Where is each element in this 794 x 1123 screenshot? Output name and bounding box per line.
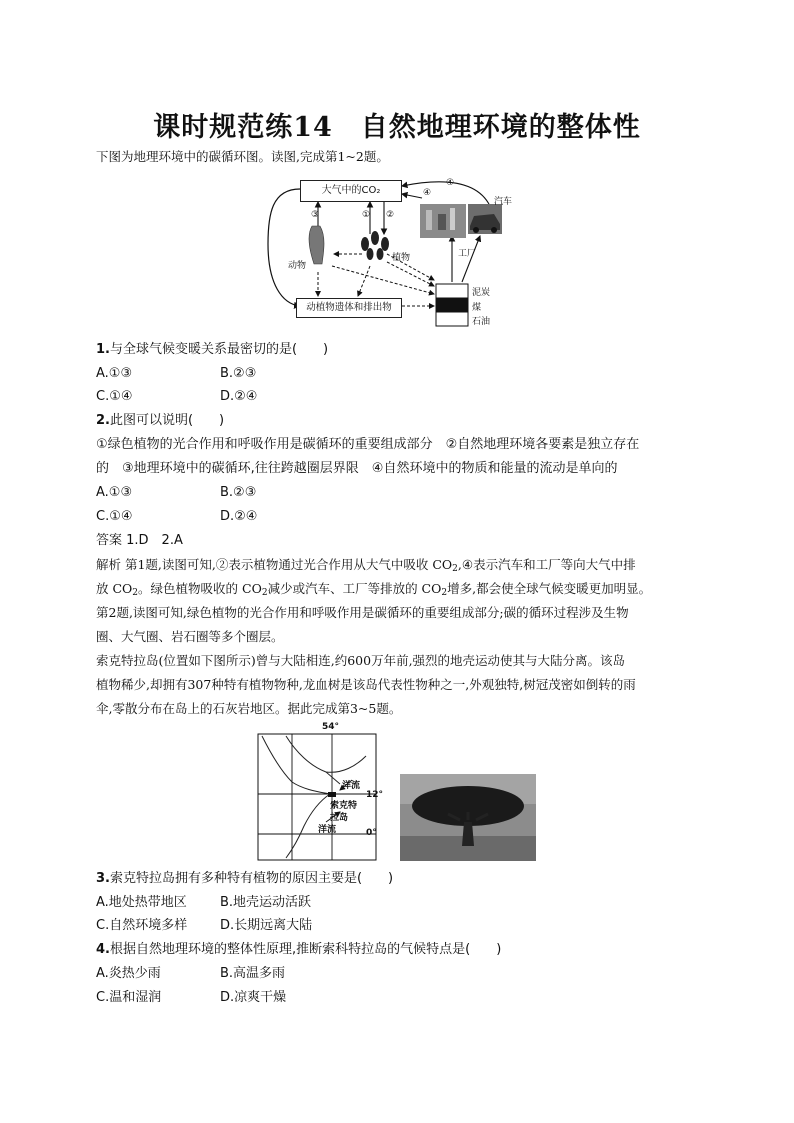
question-3-number: 3.: [96, 871, 110, 886]
explanation-2c: 减少或汽车、工厂等排放的 CO: [267, 581, 442, 596]
island-label-line-2: 拉岛: [330, 813, 349, 823]
page-title: 课时规范练14 自然地理环境的整体性: [153, 112, 641, 143]
q3-option-d: D.长期远离大陆: [220, 918, 313, 933]
remains-box: 动植物遗体和排出物: [296, 298, 402, 318]
q3-option-a: A.地处热带地区: [96, 895, 187, 910]
subscript: 2: [441, 588, 448, 598]
longitude-label: 54°: [322, 722, 340, 732]
socotra-map: [256, 722, 388, 862]
intro-text-2-line-2: 植物稀少,却拥有307种特有植物物种,龙血树是该岛代表性物种之一,外观独特,树冠茂密如倒转的雨: [96, 677, 636, 692]
factory-label: 工厂: [458, 249, 477, 259]
explanation-line-2: [96, 581, 651, 601]
q2-option-b: B.②③: [220, 485, 257, 500]
oil-label: 石油: [472, 317, 491, 327]
dragon-blood-tree-photo: [400, 774, 536, 861]
plant-figure: [361, 231, 389, 260]
coal-label: 煤: [472, 303, 482, 313]
label-1: ①: [362, 210, 371, 220]
latitude-0-label: 0°: [366, 828, 377, 838]
q4-option-c: C.温和湿润: [96, 990, 162, 1005]
question-1-text: 与全球气候变暖关系最密切的是( ): [109, 342, 329, 357]
q1-option-c: C.①④: [96, 389, 133, 404]
q1-option-a: A.①③: [96, 366, 133, 381]
island-marker: [328, 792, 336, 797]
q4-option-a: A.炎热少雨: [96, 966, 161, 981]
animal-label: 动物: [288, 261, 307, 271]
explanation-2b: 。绿色植物吸收的 CO: [138, 581, 262, 596]
subscript: 2: [261, 588, 268, 598]
question-4-number: 4.: [96, 942, 110, 957]
tree-photo-graphic: [400, 774, 536, 861]
question-2-number: 2.: [96, 413, 110, 428]
explanation-2a: 放 CO: [96, 581, 133, 596]
atmosphere-co2-box: 大气中的CO₂: [300, 180, 402, 202]
q3-option-b: B.地壳运动活跃: [220, 895, 312, 910]
question-4: [96, 942, 501, 958]
q1-option-d: D.②④: [220, 389, 258, 404]
question-1: [96, 342, 328, 358]
peat-label: 泥炭: [472, 288, 491, 298]
label-2: ②: [386, 210, 395, 220]
current-label-1: 洋流: [342, 781, 361, 791]
animal-figure: [309, 226, 324, 264]
question-3-text: 索克特拉岛拥有多种特有植物的原因主要是( ): [109, 871, 394, 886]
car-label: 汽车: [494, 197, 513, 207]
intro-text-2-line-3: 伞,零散分布在岛上的石灰岩地区。据此完成第3~5题。: [96, 701, 402, 716]
q2-option-d: D.②④: [220, 509, 258, 524]
coal-layer: [436, 298, 468, 312]
explanation-line-3: 第2题,读图可知,绿色植物的光合作用和呼吸作用是碳循环的重要组成部分;碳的循环过程涉及生物: [96, 605, 629, 620]
intro-text-1: 下图为地理环境中的碳循环图。读图,完成第1~2题。: [96, 149, 389, 164]
q2-option-a: A.①③: [96, 485, 133, 500]
plant-label: 植物: [392, 253, 411, 263]
carbon-cycle-diagram: [262, 174, 513, 330]
intro-text-2-line-1: 索克特拉岛(位置如下图所示)曾与大陆相连,约600万年前,强烈的地壳运动使其与大陆分离。该岛: [96, 653, 626, 668]
question-3: [96, 871, 393, 887]
subscript: 2: [132, 588, 139, 598]
q2-option-c: C.①④: [96, 509, 133, 524]
q4-option-b: B.高温多雨: [220, 966, 286, 981]
current-label-2: 洋流: [318, 825, 337, 835]
question-2-text: 此图可以说明( ): [109, 413, 225, 428]
label-3: ③: [311, 210, 320, 220]
q2-statement-line-1: ①绿色植物的光合作用和呼吸作用是碳循环的重要组成部分 ②自然地理环境各要素是独立存在: [96, 437, 640, 452]
label-4b: ④: [423, 188, 432, 198]
q4-option-d: D.凉爽干燥: [220, 990, 287, 1005]
explanation-1b: ,④表示汽车和工厂等向大气中排: [457, 557, 636, 572]
question-1-number: 1.: [96, 342, 110, 357]
question-2: [96, 413, 224, 429]
explanation-2d: 增多,都会使全球气候变暖更加明显。: [447, 581, 652, 596]
label-4: ④: [446, 178, 455, 188]
q3-option-c: C.自然环境多样: [96, 918, 188, 933]
answer-1-2: 答案 1.D 2.A: [96, 533, 183, 548]
explanation-line-1: [96, 557, 636, 577]
explanation-1a: 解析 第1题,读图可知,②表示植物通过光合作用从大气中吸收 CO: [96, 557, 453, 572]
q2-statement-line-2: 的 ③地理环境中的碳循环,往往跨越圈层界限 ④自然环境中的物质和能量的流动是单向的: [96, 461, 618, 476]
subscript: 2: [452, 564, 458, 574]
latitude-12-label: 12°: [366, 790, 384, 800]
island-label-line-1: 索克特: [330, 801, 358, 811]
explanation-line-4: 圈、大气圈、岩石圈等多个圈层。: [96, 629, 284, 644]
question-4-text: 根据自然地理环境的整体性原理,推断索科特拉岛的气候特点是( ): [109, 942, 502, 957]
q1-option-b: B.②③: [220, 366, 257, 381]
